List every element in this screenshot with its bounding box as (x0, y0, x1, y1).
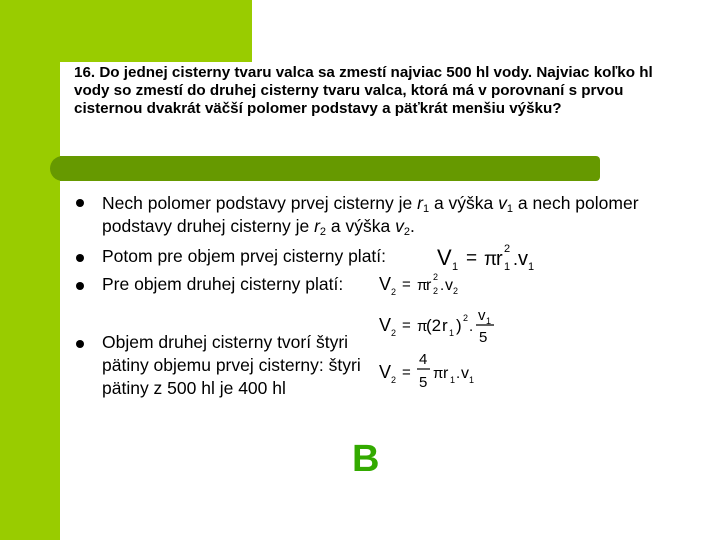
svg-text:r: r (496, 248, 503, 270)
answer-letter: B (352, 438, 380, 480)
svg-text:.: . (469, 318, 474, 335)
svg-text:π: π (484, 249, 498, 270)
svg-text:1: 1 (486, 316, 492, 326)
svg-text:1: 1 (449, 328, 455, 338)
svg-text:2: 2 (433, 272, 439, 282)
svg-text:=: = (466, 248, 478, 269)
svg-text:(2: (2 (426, 316, 442, 335)
problem-text: 16. Do jednej cisterny tvaru valca sa zmestí najviac 500 hl vody. Najviac koľko hl vody so zmestí do druhej cisterny tvaru valca, ktorá má v porovnaní s prvou cisternou dvakrát väčší polomer podstavy a päťkrát menšiu výšku? (74, 64, 653, 117)
svg-text:v: v (461, 365, 469, 382)
bullet-dot (76, 340, 84, 348)
svg-text:r: r (443, 365, 449, 382)
formula-volume-1 (434, 238, 554, 274)
svg-text:V: V (379, 315, 392, 335)
svg-text:.: . (440, 277, 445, 294)
svg-text:π: π (433, 365, 444, 382)
bullet-dot (76, 282, 84, 290)
svg-text:V: V (437, 245, 452, 270)
svg-text:1: 1 (469, 375, 475, 385)
svg-text:r: r (442, 316, 448, 335)
svg-text:V: V (379, 362, 392, 382)
svg-text:=: = (402, 276, 411, 293)
left-green-band (0, 0, 60, 540)
bullet-4-text: Objem druhej cisterny tvorí štyri pätiny objemu prvej cisterny: štyri pätiny z 500 hl je 400 hl (102, 332, 361, 398)
svg-text:v: v (478, 307, 486, 324)
svg-text:.: . (513, 249, 519, 269)
svg-text:2: 2 (504, 243, 511, 255)
svg-text:2: 2 (391, 287, 397, 297)
bullet-dot (76, 254, 84, 262)
svg-text:v: v (445, 277, 453, 294)
bullet-3-text: Pre objem druhej cisterny platí: (102, 274, 344, 294)
bullet-dot (76, 199, 84, 207)
svg-text:5: 5 (479, 329, 488, 346)
svg-text:1: 1 (452, 261, 459, 273)
svg-text:=: = (402, 317, 411, 334)
svg-text:2: 2 (463, 313, 469, 323)
svg-text:1: 1 (450, 375, 456, 385)
svg-text:1: 1 (504, 261, 511, 273)
svg-text:2: 2 (391, 375, 397, 385)
svg-text:4: 4 (419, 351, 428, 368)
formula-volume-2-result (376, 346, 486, 394)
svg-text:.: . (456, 365, 461, 382)
svg-text:2: 2 (433, 286, 439, 296)
formula-volume-2-substituted (376, 302, 502, 348)
svg-text:2: 2 (453, 286, 459, 296)
svg-text:r: r (426, 277, 432, 294)
svg-text:=: = (402, 364, 411, 381)
divider-bar (60, 156, 600, 181)
svg-text:v: v (518, 248, 528, 270)
svg-text:5: 5 (419, 374, 428, 391)
svg-text:1: 1 (528, 261, 535, 273)
top-green-block (60, 0, 252, 62)
formula-volume-2 (376, 270, 476, 300)
bullet-1-text: Nech polomer podstavy prvej cisterny je $r_1$ a výška $v_1$ a nech polomer podstavy druhej cisterny je $r_2$ a výška $v_2$. (102, 193, 639, 238)
svg-text:π: π (417, 277, 428, 294)
bullet-2-text: Potom pre objem prvej cisterny platí: (102, 246, 387, 266)
svg-text:2: 2 (391, 328, 397, 338)
svg-text:π: π (417, 318, 428, 335)
svg-text:): ) (456, 316, 462, 335)
svg-text:V: V (379, 274, 392, 294)
